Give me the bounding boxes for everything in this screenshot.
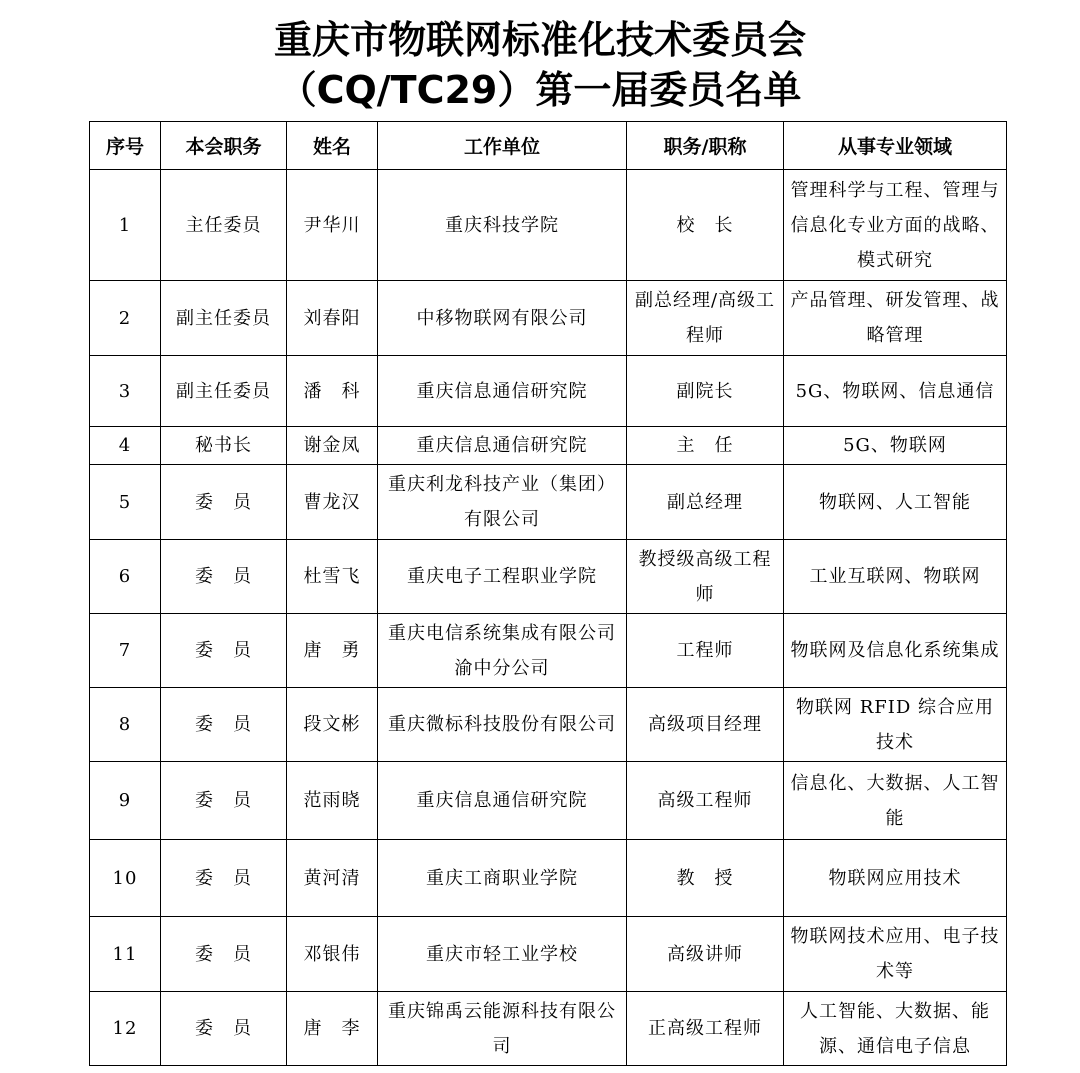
table-row <box>90 281 1007 356</box>
cell-serial-number: 12 <box>90 992 161 1066</box>
cell-professional-field: 产品管理、研发管理、战略管理 <box>784 281 1007 356</box>
table-row <box>90 614 1007 688</box>
cell-committee-role: 副主任委员 <box>161 356 287 427</box>
header-committee-role: 本会职务 <box>161 122 287 170</box>
cell-committee-role: 委 员 <box>161 465 287 540</box>
cell-committee-role: 主任委员 <box>161 170 287 281</box>
table-row <box>90 917 1007 992</box>
cell-work-unit: 重庆工商职业学院 <box>378 840 627 917</box>
cell-professional-field: 物联网、人工智能 <box>784 465 1007 540</box>
cell-work-unit: 中移物联网有限公司 <box>378 281 627 356</box>
cell-job-title: 正高级工程师 <box>627 992 784 1066</box>
cell-work-unit: 重庆微标科技股份有限公司 <box>378 688 627 762</box>
header-name: 姓名 <box>287 122 378 170</box>
cell-committee-role: 委 员 <box>161 688 287 762</box>
cell-committee-role: 秘书长 <box>161 427 287 465</box>
cell-serial-number: 2 <box>90 281 161 356</box>
cell-name: 曹龙汉 <box>287 465 378 540</box>
cell-job-title: 副总经理 <box>627 465 784 540</box>
cell-job-title: 高级项目经理 <box>627 688 784 762</box>
cell-job-title: 副院长 <box>627 356 784 427</box>
cell-professional-field: 物联网应用技术 <box>784 840 1007 917</box>
table-row <box>90 427 1007 465</box>
cell-work-unit: 重庆信息通信研究院 <box>378 356 627 427</box>
cell-job-title: 副总经理/高级工程师 <box>627 281 784 356</box>
cell-professional-field: 物联网及信息化系统集成 <box>784 614 1007 688</box>
cell-professional-field: 人工智能、大数据、能源、通信电子信息 <box>784 992 1007 1066</box>
header-professional-field: 从事专业领域 <box>784 122 1007 170</box>
document-subtitle: （CQ/TC29）第一届委员名单 <box>278 68 802 112</box>
cell-serial-number: 6 <box>90 540 161 614</box>
cell-name: 尹华川 <box>287 170 378 281</box>
table-row <box>90 356 1007 427</box>
cell-work-unit: 重庆电子工程职业学院 <box>378 540 627 614</box>
table-row <box>90 840 1007 917</box>
cell-serial-number: 1 <box>90 170 161 281</box>
header-serial-number: 序号 <box>90 122 161 170</box>
header-work-unit: 工作单位 <box>378 122 627 170</box>
cell-professional-field: 信息化、大数据、人工智能 <box>784 762 1007 840</box>
cell-committee-role: 委 员 <box>161 540 287 614</box>
cell-job-title: 高级讲师 <box>627 917 784 992</box>
cell-work-unit: 重庆信息通信研究院 <box>378 427 627 465</box>
cell-name: 段文彬 <box>287 688 378 762</box>
table-row <box>90 465 1007 540</box>
cell-serial-number: 9 <box>90 762 161 840</box>
cell-name: 潘 科 <box>287 356 378 427</box>
cell-work-unit: 重庆科技学院 <box>378 170 627 281</box>
cell-serial-number: 4 <box>90 427 161 465</box>
cell-name: 唐 勇 <box>287 614 378 688</box>
cell-work-unit: 重庆信息通信研究院 <box>378 762 627 840</box>
cell-serial-number: 7 <box>90 614 161 688</box>
header-job-title: 职务/职称 <box>627 122 784 170</box>
cell-name: 黄河清 <box>287 840 378 917</box>
cell-job-title: 主 任 <box>627 427 784 465</box>
cell-name: 谢金凤 <box>287 427 378 465</box>
cell-professional-field: 物联网 RFID 综合应用技术 <box>784 688 1007 762</box>
cell-committee-role: 委 员 <box>161 762 287 840</box>
table-row <box>90 170 1007 281</box>
cell-professional-field: 工业互联网、物联网 <box>784 540 1007 614</box>
committee-roster-table <box>89 121 1007 1066</box>
table-row <box>90 762 1007 840</box>
cell-work-unit: 重庆电信系统集成有限公司渝中分公司 <box>378 614 627 688</box>
document-title: 重庆市物联网标准化技术委员会 <box>273 18 806 62</box>
cell-committee-role: 副主任委员 <box>161 281 287 356</box>
table-header-row <box>90 122 1007 170</box>
cell-job-title: 教 授 <box>627 840 784 917</box>
cell-committee-role: 委 员 <box>161 840 287 917</box>
cell-job-title: 工程师 <box>627 614 784 688</box>
cell-professional-field: 5G、物联网 <box>784 427 1007 465</box>
cell-job-title: 教授级高级工程师 <box>627 540 784 614</box>
cell-serial-number: 11 <box>90 917 161 992</box>
table-row <box>90 688 1007 762</box>
cell-serial-number: 8 <box>90 688 161 762</box>
cell-name: 杜雪飞 <box>287 540 378 614</box>
table-row <box>90 992 1007 1066</box>
cell-committee-role: 委 员 <box>161 917 287 992</box>
cell-committee-role: 委 员 <box>161 992 287 1066</box>
cell-committee-role: 委 员 <box>161 614 287 688</box>
cell-serial-number: 10 <box>90 840 161 917</box>
cell-professional-field: 管理科学与工程、管理与信息化专业方面的战略、模式研究 <box>784 170 1007 281</box>
cell-name: 刘春阳 <box>287 281 378 356</box>
cell-name: 邓银伟 <box>287 917 378 992</box>
cell-professional-field: 5G、物联网、信息通信 <box>784 356 1007 427</box>
cell-job-title: 高级工程师 <box>627 762 784 840</box>
cell-professional-field: 物联网技术应用、电子技术等 <box>784 917 1007 992</box>
cell-serial-number: 5 <box>90 465 161 540</box>
cell-serial-number: 3 <box>90 356 161 427</box>
cell-job-title: 校 长 <box>627 170 784 281</box>
cell-work-unit: 重庆锦禹云能源科技有限公司 <box>378 992 627 1066</box>
cell-work-unit: 重庆利龙科技产业（集团）有限公司 <box>378 465 627 540</box>
cell-name: 范雨晓 <box>287 762 378 840</box>
cell-name: 唐 李 <box>287 992 378 1066</box>
table-row <box>90 540 1007 614</box>
cell-work-unit: 重庆市轻工业学校 <box>378 917 627 992</box>
